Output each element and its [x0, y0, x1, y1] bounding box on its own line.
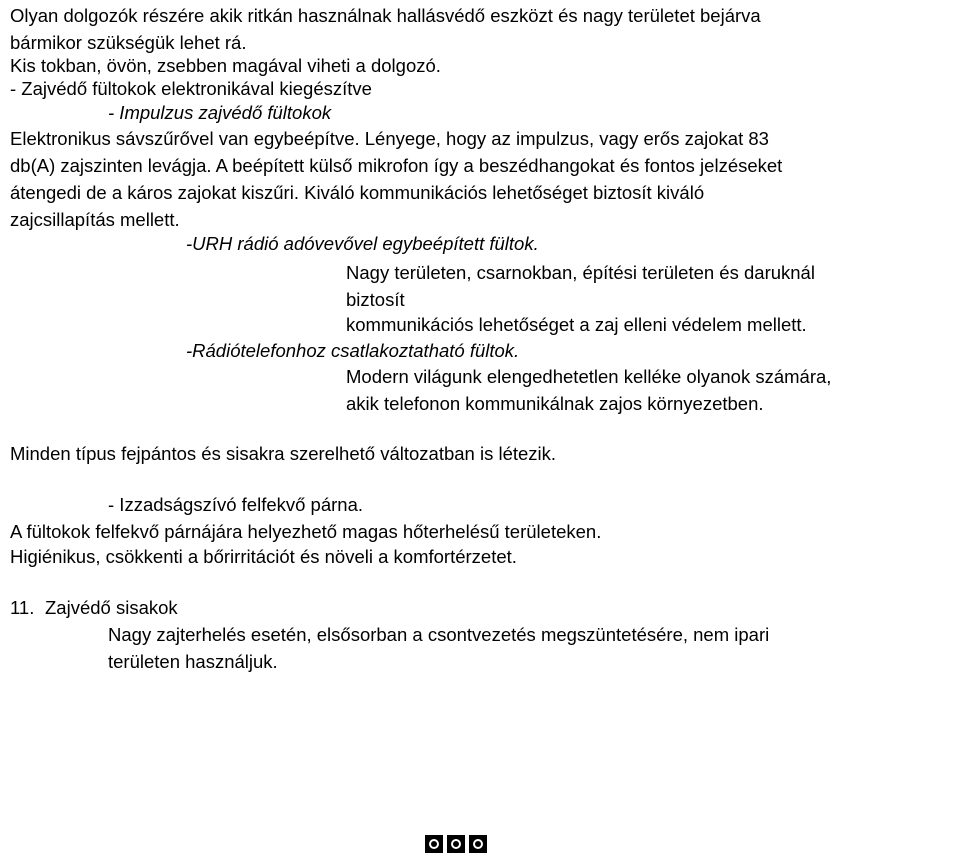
footer-marks	[425, 835, 487, 853]
text-line: bármikor szükségük lehet rá.	[10, 32, 247, 53]
section-heading: Zajvédő sisakok	[45, 597, 178, 618]
text-line: Nagy zajterhelés esetén, elsősorban a csontvezetés megszüntetésére, nem ipari	[108, 624, 770, 645]
text-line: biztosít	[346, 289, 405, 310]
text-line: kommunikációs lehetőséget a zaj elleni védelem mellett.	[346, 314, 807, 335]
text-line: Nagy területen, csarnokban, építési területen és daruknál	[346, 262, 815, 283]
text-line: db(A) zajszinten levágja. A beépített külső mikrofon így a beszédhangokat és fontos jelzéseket	[10, 155, 783, 176]
bullet-icon	[425, 835, 443, 853]
list-number: 11.	[10, 597, 35, 618]
text-line: átengedi de a káros zajokat kiszűri. Kiváló kommunikációs lehetőséget biztosít kiváló	[10, 182, 705, 203]
list-item: - Zajvédő fültokok elektronikával kiegészítve	[10, 78, 372, 99]
text-line: zajcsillapítás mellett.	[10, 209, 180, 230]
text-line: A fültokok felfekvő párnájára helyezhető magas hőterhelésű területeken.	[10, 521, 602, 542]
bullet-icon	[447, 835, 465, 853]
text-line: akik telefonon kommunikálnak zajos környezetben.	[346, 393, 764, 414]
text-line: Elektronikus sávszűrővel van egybeépítve. Lényege, hogy az impulzus, vagy erős zajokat 83	[10, 128, 769, 149]
text-line: Modern világunk elengedhetetlen kelléke olyanok számára,	[346, 366, 832, 387]
text-line: Kis tokban, övön, zsebben magával viheti a dolgozó.	[10, 55, 441, 76]
text-line: Higiénikus, csökkenti a bőrirritációt és növeli a komfortérzetet.	[10, 546, 517, 567]
text-line: Minden típus fejpántos és sisakra szerelhető változatban is létezik.	[10, 443, 557, 464]
text-line: Olyan dolgozók részére akik ritkán használnak hallásvédő eszközt és nagy területet bejárva	[10, 5, 761, 26]
subheading: -URH rádió adóvevővel egybeépített fültok.	[186, 233, 539, 254]
subheading: -Rádiótelefonhoz csatlakoztatható fültok.	[186, 340, 520, 361]
list-item: - Izzadságszívó felfekvő párna.	[108, 494, 364, 515]
subheading: - Impulzus zajvédő fültokok	[108, 102, 332, 123]
bullet-icon	[469, 835, 487, 853]
text-line: területen használjuk.	[108, 651, 278, 672]
